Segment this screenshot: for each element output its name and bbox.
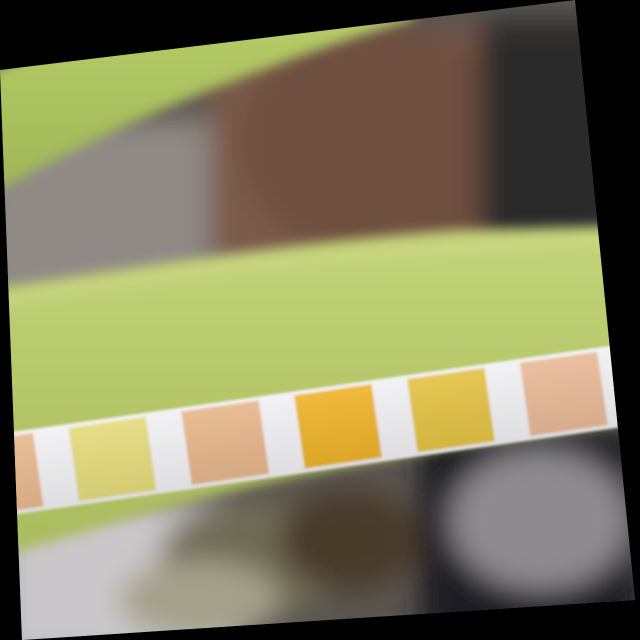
strip-pad-7 <box>633 336 640 420</box>
